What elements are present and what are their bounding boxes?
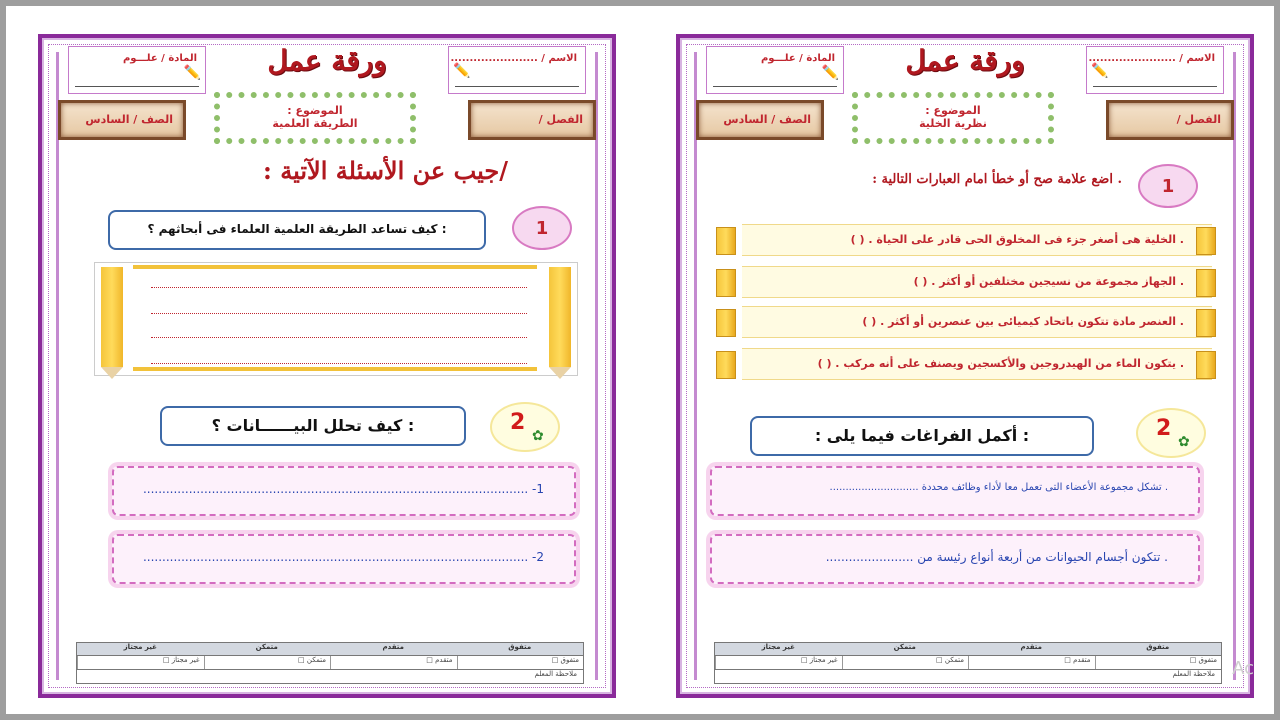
topic-value: نظرية الخلية (919, 117, 987, 130)
answer-field-1[interactable]: 1- ..................................................................................................... (112, 466, 576, 516)
question-number-badge: 1 (512, 206, 572, 250)
flower-ornament-icon: ✿ (1178, 434, 1190, 450)
assessment-rubric: متفوق متقدم متمكن غير مجتاز متفوق □ متقدم □ متمكن □ غير مجتاز □ ملاحظة المعلم (714, 642, 1222, 684)
worksheet-right (676, 34, 1254, 698)
grade-box: الصف / السادس (696, 100, 824, 140)
subject-label: المادة / علـــوم (122, 53, 197, 64)
class-box: الفصل / (1106, 100, 1234, 140)
question-2-box: : كيف تحلل البيــــــانات ؟ (160, 406, 466, 446)
instruction-heading: /جيب عن الأسئلة الآتية : (263, 156, 508, 185)
pencil-icon (716, 351, 736, 379)
question-1-box: : كيف تساعد الطريقة العلمية العلماء فى أبحاثهم ؟ (108, 210, 486, 250)
answer-line[interactable] (151, 363, 527, 364)
pencil-icon (1196, 227, 1216, 255)
flower-ornament-icon: ✿ (532, 428, 544, 444)
topic-box: الموضوع : الطريقة العلمية (214, 92, 416, 144)
assessment-rubric: متفوق متقدم متمكن غير مجتاز متفوق □ متقدم □ متمكن □ غير مجتاز □ ملاحظة المعلم (76, 642, 584, 684)
activation-watermark: Ac (1232, 658, 1254, 679)
pencils-icon: ✏️ (821, 65, 839, 81)
pencil-icon (716, 269, 736, 297)
statement-row: . يتكون الماء من الهيدروجين والأكسجين ويصنف على أنه مركب . ( ) (742, 348, 1212, 380)
topic-box: الموضوع : نظرية الخلية (852, 92, 1054, 144)
pencil-icon (101, 267, 123, 367)
statement-row: . الجهاز مجموعة من نسيجين مختلفين أو أكثر . ( ) (742, 266, 1212, 298)
question-2-box: : أكمل الفراغات فيما يلى : (750, 416, 1094, 456)
pencils-icon: ✏️ (183, 65, 201, 81)
fill-blank-2[interactable]: . تتكون أجسام الحيوانات من أربعة أنواع رئيسة من ....................... (710, 534, 1200, 584)
pencil-icon (1196, 269, 1216, 297)
question-number-badge: 1 (1138, 164, 1198, 208)
pencil-icon (716, 309, 736, 337)
topic-value: الطريقة العلمية (272, 117, 358, 130)
name-label: الاسم / ....................... (450, 53, 577, 64)
worksheet-title: ورقة عمل (905, 44, 1025, 77)
statement-row: . العنصر مادة تتكون باتحاد كيميائى بين عنصرين أو أكثر . ( ) (742, 306, 1212, 338)
pencil-icon (1196, 351, 1216, 379)
answer-area (94, 262, 578, 376)
pencils-icon: ✏️ (1091, 63, 1109, 79)
fill-blank-1[interactable]: . تشكل مجموعة الأعضاء التى تعمل معا لأداء وظائف محددة ............................ (710, 466, 1200, 516)
answer-line[interactable] (151, 313, 527, 314)
question-number-badge: 2 ✿ (490, 402, 560, 452)
question-number-badge: 2 ✿ (1136, 408, 1206, 458)
worksheet-title: ورقة عمل (267, 44, 387, 77)
answer-line[interactable] (151, 337, 527, 338)
subject-label: المادة / علـــوم (760, 53, 835, 64)
name-label: الاسم / ....................... (1088, 53, 1215, 64)
answer-line[interactable] (151, 287, 527, 288)
statement-row: . الخلية هى أصغر جزء فى المخلوق الحى قادر على الحياة . ( ) (742, 224, 1212, 256)
grade-box: الصف / السادس (58, 100, 186, 140)
class-box: الفصل / (468, 100, 596, 140)
pencils-icon: ✏️ (453, 63, 471, 79)
answer-field-2[interactable]: 2- ..................................................................................................... (112, 534, 576, 584)
pencil-icon (716, 227, 736, 255)
worksheet-left (38, 34, 616, 698)
pencil-icon (1196, 309, 1216, 337)
pencil-icon (549, 267, 571, 367)
instruction-heading: . اضع علامة صح أو خطأ امام العبارات التالية : (872, 172, 1122, 187)
